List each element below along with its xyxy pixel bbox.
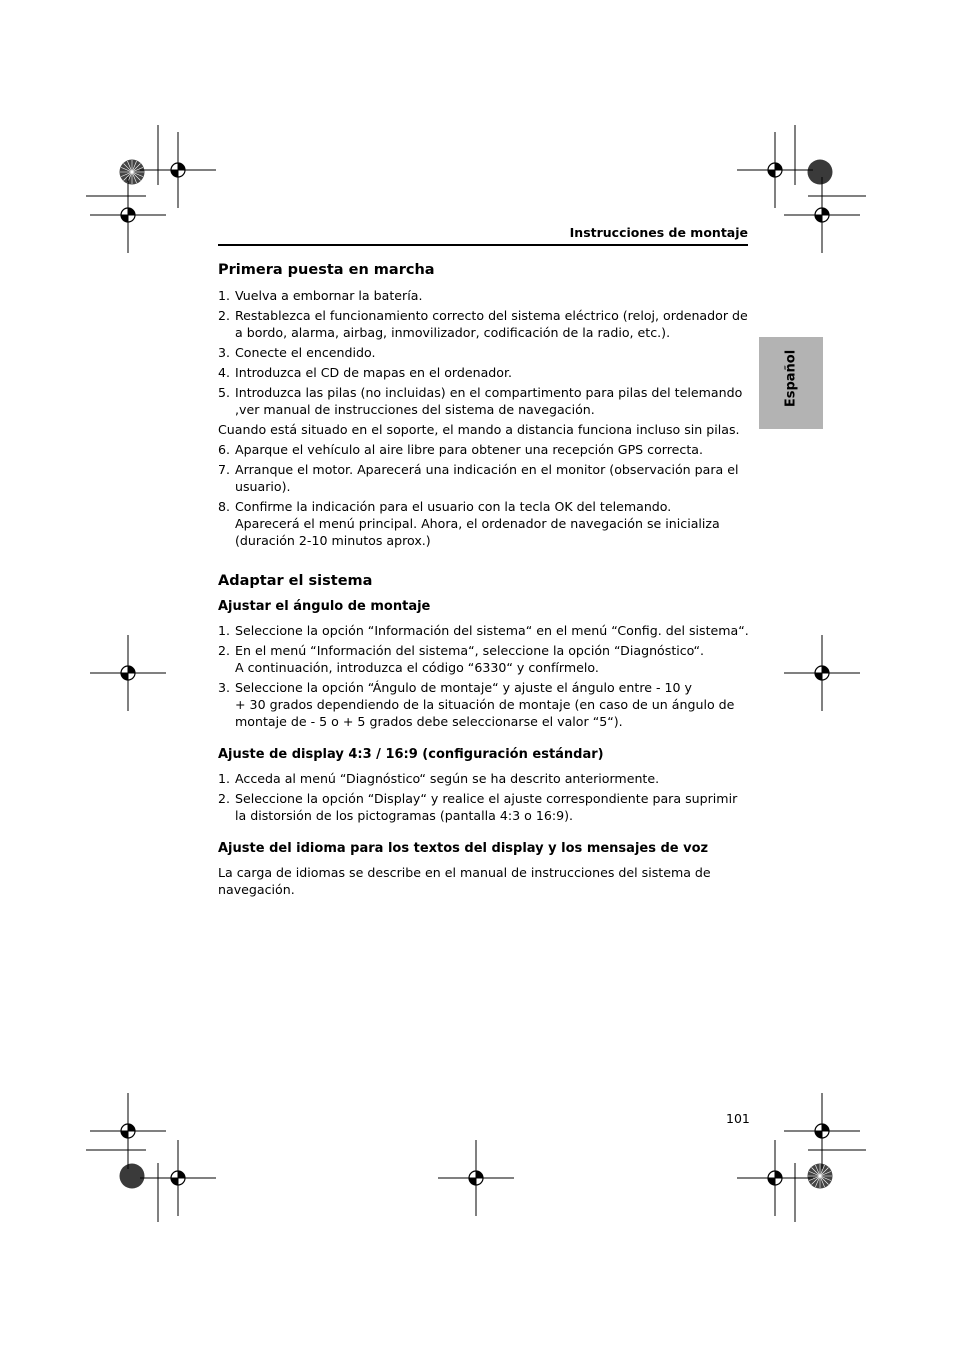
note-paragraph: Cuando está situado en el soporte, el mando a distancia funciona incluso sin pilas. bbox=[218, 422, 740, 437]
step-number: 3. bbox=[218, 345, 231, 360]
idioma-paragraph: La carga de idiomas se describe en el manual de instrucciones del sistema de navegación. bbox=[218, 865, 711, 897]
step-number: 1. bbox=[218, 771, 231, 786]
step-text: Confirme la indicación para el usuario con la tecla OK del telemando. bbox=[235, 499, 672, 514]
step-text: Seleccione la opción “Display“ y realice el ajuste correspondiente para suprimir la distorsión de los pictogramas (pantalla 4:3 o 16:9). bbox=[235, 791, 738, 823]
subsection-heading-display: Ajuste de display 4:3 / 16:9 (configuración estándar) bbox=[218, 747, 604, 762]
step-text: Restablezca el funcionamiento correcto del sistema eléctrico (reloj, ordenador de a bordo, alarma, airbag, inmovilizador, codificación de la radio, etc.). bbox=[235, 308, 748, 340]
step-number: 1. bbox=[218, 288, 231, 303]
list-item bbox=[218, 364, 752, 381]
page-content bbox=[218, 262, 752, 901]
step-text: Arranque el motor. Aparecerá una indicación en el monitor (observación para el usuario). bbox=[235, 462, 739, 494]
list-item bbox=[218, 344, 752, 361]
step-text: Introduzca las pilas (no incluidas) en el compartimento para pilas del telemando ,ver manual de instrucciones del sistema de navegación. bbox=[235, 385, 743, 417]
steps-list-angulo bbox=[218, 622, 752, 730]
section-heading-primera-puesta: Primera puesta en marcha bbox=[218, 262, 435, 278]
language-side-tab bbox=[759, 337, 823, 429]
step-number: 2. bbox=[218, 643, 231, 658]
list-item bbox=[218, 307, 752, 341]
step-text-continued: A continuación, introduzca el código “6330“ y confírmelo. bbox=[235, 660, 599, 675]
steps-list-primera-puesta bbox=[218, 287, 752, 418]
step-number: 5. bbox=[218, 385, 231, 400]
list-item bbox=[218, 679, 752, 730]
list-item bbox=[218, 461, 752, 495]
step-text: Acceda al menú “Diagnóstico“ según se ha descrito anteriormente. bbox=[235, 771, 660, 786]
step-text: Aparque el vehículo al aire libre para obtener una recepción GPS correcta. bbox=[235, 442, 703, 457]
step-number: 2. bbox=[218, 308, 231, 323]
step-text: Vuelva a embornar la batería. bbox=[235, 288, 423, 303]
list-item bbox=[218, 498, 752, 549]
step-number: 6. bbox=[218, 442, 231, 457]
list-item bbox=[218, 622, 752, 639]
step-number: 2. bbox=[218, 791, 231, 806]
list-item bbox=[218, 790, 752, 824]
step-number: 1. bbox=[218, 623, 231, 638]
step-text-continued: Aparecerá el menú principal. Ahora, el ordenador de navegación se inicializa (duración 2-10 minutos aprox.) bbox=[235, 516, 720, 548]
running-header bbox=[218, 224, 748, 246]
step-text: En el menú “Información del sistema“, seleccione la opción “Diagnóstico“. bbox=[235, 643, 704, 658]
step-text: Seleccione la opción “Ángulo de montaje“ y ajuste el ángulo entre - 10 y bbox=[235, 680, 693, 695]
page-number: 101 bbox=[726, 1111, 750, 1126]
list-item bbox=[218, 287, 752, 304]
side-tab-label: Español bbox=[783, 349, 799, 408]
list-item bbox=[218, 642, 752, 676]
step-number: 8. bbox=[218, 499, 231, 514]
step-number: 7. bbox=[218, 462, 231, 477]
section-heading-adaptar: Adaptar el sistema bbox=[218, 573, 373, 589]
step-text: Conecte el encendido. bbox=[235, 345, 376, 360]
step-text: Introduzca el CD de mapas en el ordenador. bbox=[235, 365, 513, 380]
list-item bbox=[218, 770, 752, 787]
step-text-continued: + 30 grados dependiendo de la situación de montaje (en caso de un ángulo de montaje de - 5 o + 5 grados debe seleccionarse el valor “5“). bbox=[235, 697, 735, 729]
subsection-heading-angulo: Ajustar el ángulo de montaje bbox=[218, 599, 431, 614]
steps-list-primera-puesta-cont bbox=[218, 441, 752, 549]
header-title: Instrucciones de montaje bbox=[569, 225, 748, 240]
subsection-heading-idioma: Ajuste del idioma para los textos del display y los mensajes de voz bbox=[218, 841, 709, 856]
list-item bbox=[218, 441, 752, 458]
step-number: 4. bbox=[218, 365, 231, 380]
list-item bbox=[218, 384, 752, 418]
steps-list-display bbox=[218, 770, 752, 824]
step-number: 3. bbox=[218, 680, 231, 695]
step-text: Seleccione la opción “Información del sistema“ en el menú “Config. del sistema“. bbox=[235, 623, 749, 638]
